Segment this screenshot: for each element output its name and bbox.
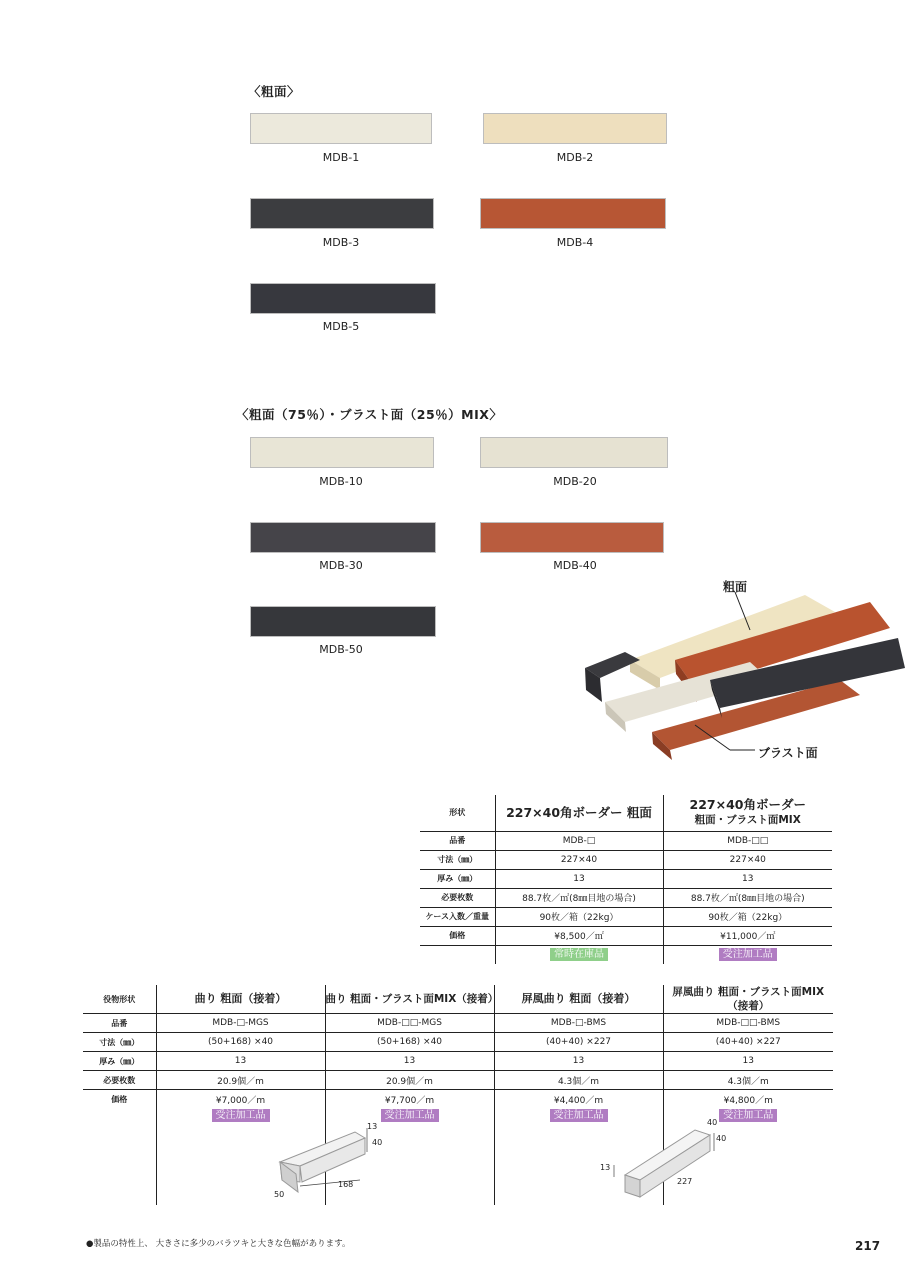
cell-size: (40+40) ×227 [494, 1033, 663, 1052]
tile-label-mdb-50: MDB-50 [319, 643, 363, 656]
cell-price: ¥11,000／㎡ [663, 926, 832, 945]
spec-table-tiles [420, 795, 832, 964]
dim-corner-168: 168 [338, 1180, 354, 1189]
tile-swatch-mdb-4 [480, 198, 666, 229]
cell-thickness: 13 [325, 1052, 494, 1071]
tile-label-mdb-40: MDB-40 [553, 559, 597, 572]
label-size: 寸法（㎜） [437, 855, 478, 864]
cell-thickness: 13 [663, 1052, 833, 1071]
cell-size: (50+168) ×40 [156, 1033, 325, 1052]
photo-label-rough: 粗面 [723, 580, 748, 594]
photo-label-blast: ブラスト面 [758, 746, 818, 760]
dim-corner-13: 13 [367, 1122, 378, 1131]
header-mix-line2: 粗面・ブラスト面MIX [694, 814, 801, 827]
tile-swatch-mdb-20 [480, 437, 668, 468]
label-trim-required: 必要枚数 [103, 1075, 136, 1085]
cell-code: MDB-□□ [663, 831, 832, 850]
cell-code: MDB-□-BMS [494, 1014, 663, 1033]
label-trim-price: 価格 [111, 1094, 128, 1104]
badge-stock: 常時在庫品 [550, 948, 608, 961]
corner-piece-drawing [270, 1122, 400, 1202]
spec-table-trims [83, 985, 833, 1205]
tile-label-mdb-20: MDB-20 [553, 475, 597, 488]
tile-label-mdb-5: MDB-5 [322, 320, 360, 333]
dim-folding-227: 227 [677, 1177, 693, 1186]
tile-swatch-mdb-5 [250, 283, 436, 314]
header-corner-rough: 曲り 粗面（接着） [156, 985, 325, 1014]
cell-size: 227×40 [663, 850, 832, 869]
header-folding-mix: 屏風曲り 粗面・ブラスト面MIX（接着） [663, 985, 833, 1014]
cell-size: (50+168) ×40 [325, 1033, 494, 1052]
badge-order: 受注加工品 [550, 1109, 608, 1122]
label-code: 品番 [449, 836, 466, 845]
cell-thickness: 13 [663, 869, 832, 888]
tile-swatch-mdb-30 [250, 522, 436, 553]
section-title-rough: 〈粗面〉 [248, 84, 301, 99]
cell-price: ¥4,800／m [663, 1090, 833, 1109]
tile-swatch-mdb-1 [250, 113, 432, 144]
folding-piece-drawing [610, 1125, 720, 1200]
header-corner-mix: 曲り 粗面・ブラスト面MIX（接着） [325, 985, 494, 1014]
dim-folding-40a: 40 [707, 1118, 718, 1127]
label-case: ケース入数／重量 [425, 912, 490, 921]
tile-swatch-mdb-40 [480, 522, 664, 553]
header-mix-line1: 227×40角ボーダー [689, 797, 806, 813]
tile-label-mdb-10: MDB-10 [319, 475, 363, 488]
header-rough: 227×40角ボーダー 粗面 [495, 795, 663, 831]
cell-size: (40+40) ×227 [663, 1033, 833, 1052]
cell-thickness: 13 [495, 869, 663, 888]
header-mix [663, 795, 832, 831]
label-trim-shape: 役物形状 [103, 994, 136, 1004]
cell-code: MDB-□□-MGS [325, 1014, 494, 1033]
cell-code: MDB-□ [495, 831, 663, 850]
label-trim-thickness: 厚み（㎜） [99, 1056, 140, 1066]
cell-case: 90枚／箱（22kg） [495, 907, 663, 926]
cell-price: ¥7,000／m [156, 1090, 325, 1109]
tile-swatch-mdb-50 [250, 606, 436, 637]
dim-folding-40b: 40 [716, 1134, 727, 1143]
badge-order: 受注加工品 [719, 1109, 777, 1122]
cell-thickness: 13 [494, 1052, 663, 1071]
cell-required: 88.7枚／㎡(8㎜目地の場合) [495, 888, 663, 907]
cell-case: 90枚／箱（22kg） [663, 907, 832, 926]
cell-required: 4.3個／m [494, 1071, 663, 1090]
cell-price: ¥4,400／m [494, 1090, 663, 1109]
cell-price: ¥7,700／m [325, 1090, 494, 1109]
badge-order: 受注加工品 [212, 1109, 270, 1122]
cell-required: 20.9個／m [156, 1071, 325, 1090]
tile-label-mdb-1: MDB-1 [322, 151, 360, 164]
label-trim-code: 品番 [111, 1018, 128, 1028]
cell-price: ¥8,500／㎡ [495, 926, 663, 945]
cell-required: 4.3個／m [663, 1071, 833, 1090]
product-photo [580, 590, 905, 765]
cell-thickness: 13 [156, 1052, 325, 1071]
cell-required: 20.9個／m [325, 1071, 494, 1090]
page-number: 217 [855, 1239, 881, 1253]
cell-size: 227×40 [495, 850, 663, 869]
tile-label-mdb-3: MDB-3 [322, 236, 360, 249]
tile-swatch-mdb-2 [483, 113, 667, 144]
badge-order: 受注加工品 [719, 948, 777, 961]
dim-corner-40: 40 [372, 1138, 383, 1147]
tile-label-mdb-2: MDB-2 [556, 151, 594, 164]
label-trim-size: 寸法（㎜） [99, 1037, 140, 1047]
cell-required: 88.7枚／㎡(8㎜目地の場合) [663, 888, 832, 907]
label-thickness: 厚み（㎜） [437, 874, 478, 883]
cell-code: MDB-□-MGS [156, 1014, 325, 1033]
tile-label-mdb-30: MDB-30 [319, 559, 363, 572]
label-price: 価格 [449, 931, 466, 940]
label-required: 必要枚数 [441, 893, 474, 902]
footer-note: ●製品の特性上、 大きさに多少のバラツキと大きな色幅があります。 [86, 1239, 351, 1249]
tile-label-mdb-4: MDB-4 [556, 236, 594, 249]
cell-code: MDB-□□-BMS [663, 1014, 833, 1033]
badge-order: 受注加工品 [381, 1109, 439, 1122]
tile-swatch-mdb-3 [250, 198, 434, 229]
header-folding-rough: 屏風曲り 粗面（接着） [494, 985, 663, 1014]
section-title-mix: 〈粗面（75％）・ブラスト面（25％）MIX〉 [236, 407, 503, 422]
label-shape: 形状 [449, 808, 466, 818]
dim-folding-13: 13 [600, 1163, 611, 1172]
tile-swatch-mdb-10 [250, 437, 434, 468]
dim-corner-50: 50 [274, 1190, 285, 1199]
